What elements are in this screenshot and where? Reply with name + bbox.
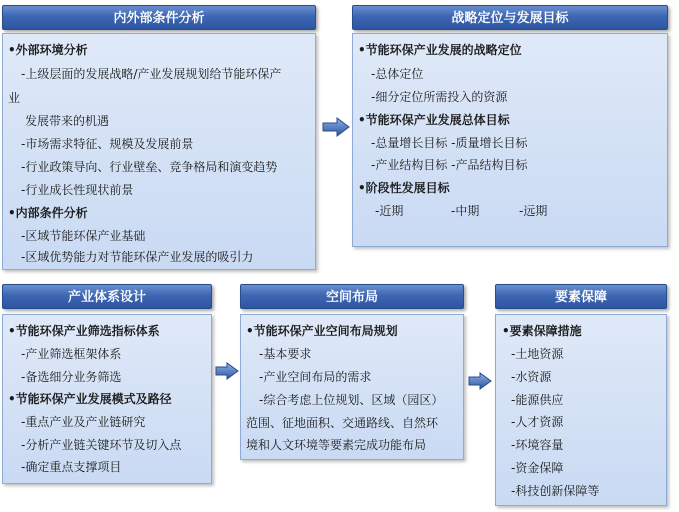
list-item: 业 xyxy=(8,91,21,105)
right-arrow-icon xyxy=(215,362,239,380)
spatial-layout-header: 空间布局 xyxy=(240,284,464,309)
overall-goals-heading: •节能环保产业发展总体目标 xyxy=(358,113,510,127)
strategic-positioning-heading: •节能环保产业发展的战略定位 xyxy=(358,43,522,57)
guarantee-measures-heading: •要素保障措施 xyxy=(502,324,582,338)
phase-goals-heading: •阶段性发展目标 xyxy=(358,181,450,195)
industry-system-header: 产业体系设计 xyxy=(2,284,212,309)
list-item: -行业政策导向、行业壁垒、竞争格局和演变趋势 xyxy=(21,160,278,174)
list-item: -近期 xyxy=(375,204,404,218)
list-item: -市场需求特征、规模及发展前景 xyxy=(21,137,194,151)
list-item: -备选细分业务筛选 xyxy=(21,370,122,384)
list-item: -重点产业及产业链研究 xyxy=(21,415,146,429)
list-item: -资金保障 xyxy=(511,461,564,475)
right-arrow-icon xyxy=(468,372,492,390)
internal-external-panel xyxy=(2,33,316,270)
spatial-planning-heading: •节能环保产业空间布局规划 xyxy=(246,324,398,338)
screening-index-heading: •节能环保产业筛选指标体系 xyxy=(8,324,160,338)
list-item: -细分定位所需投入的资源 xyxy=(371,90,508,104)
list-item: -区域优势能力对节能环保产业发展的吸引力 xyxy=(21,250,254,264)
list-item: -总量增长目标 -质量增长目标 xyxy=(371,136,528,150)
development-model-heading: •节能环保产业发展模式及路径 xyxy=(8,392,172,406)
list-item: -土地资源 xyxy=(511,347,564,361)
external-env-heading: •外部环境分析 xyxy=(8,43,88,57)
list-item: -远期 xyxy=(519,204,548,218)
list-item: -能源供应 xyxy=(511,393,564,407)
list-item: -确定重点支撑项目 xyxy=(21,460,122,474)
list-item: 范围、征地面积、交通路线、自然环 xyxy=(246,416,439,430)
list-item: -基本要求 xyxy=(259,347,312,361)
list-item: -科技创新保障等 xyxy=(511,484,600,498)
list-item: -综合考虑上位规划、区域（园区） xyxy=(259,393,444,407)
strategy-header: 战略定位与发展目标 xyxy=(352,5,668,30)
list-item: -行业成长性现状前景 xyxy=(21,183,134,197)
strategy-panel xyxy=(352,33,668,247)
list-item: -总体定位 xyxy=(371,67,424,81)
factor-guarantee-header: 要素保障 xyxy=(495,284,667,309)
factor-guarantee-panel xyxy=(495,314,667,506)
industry-system-panel xyxy=(2,314,212,484)
list-item: -人才资源 xyxy=(511,415,564,429)
spatial-layout-panel xyxy=(240,314,464,460)
list-item: -环境容量 xyxy=(511,438,564,452)
list-item: 境和人文环境等要素完成功能布局 xyxy=(246,438,427,452)
list-item: -分析产业链关键环节及切入点 xyxy=(21,438,182,452)
internal-external-header: 内外部条件分析 xyxy=(2,5,316,30)
list-item: -水资源 xyxy=(511,370,552,384)
right-arrow-icon xyxy=(322,117,350,137)
list-item: -区域节能环保产业基础 xyxy=(21,229,146,243)
list-item: -产业筛选框架体系 xyxy=(21,347,122,361)
list-item: 发展带来的机遇 xyxy=(25,114,110,128)
list-item: -产业结构目标 -产品结构目标 xyxy=(371,158,528,172)
list-item: -上级层面的发展战略/产业发展规划给节能环保产 xyxy=(21,67,282,81)
list-item: -产业空间布局的需求 xyxy=(259,370,372,384)
list-item: -中期 xyxy=(451,204,480,218)
internal-cond-heading: •内部条件分析 xyxy=(8,206,88,220)
